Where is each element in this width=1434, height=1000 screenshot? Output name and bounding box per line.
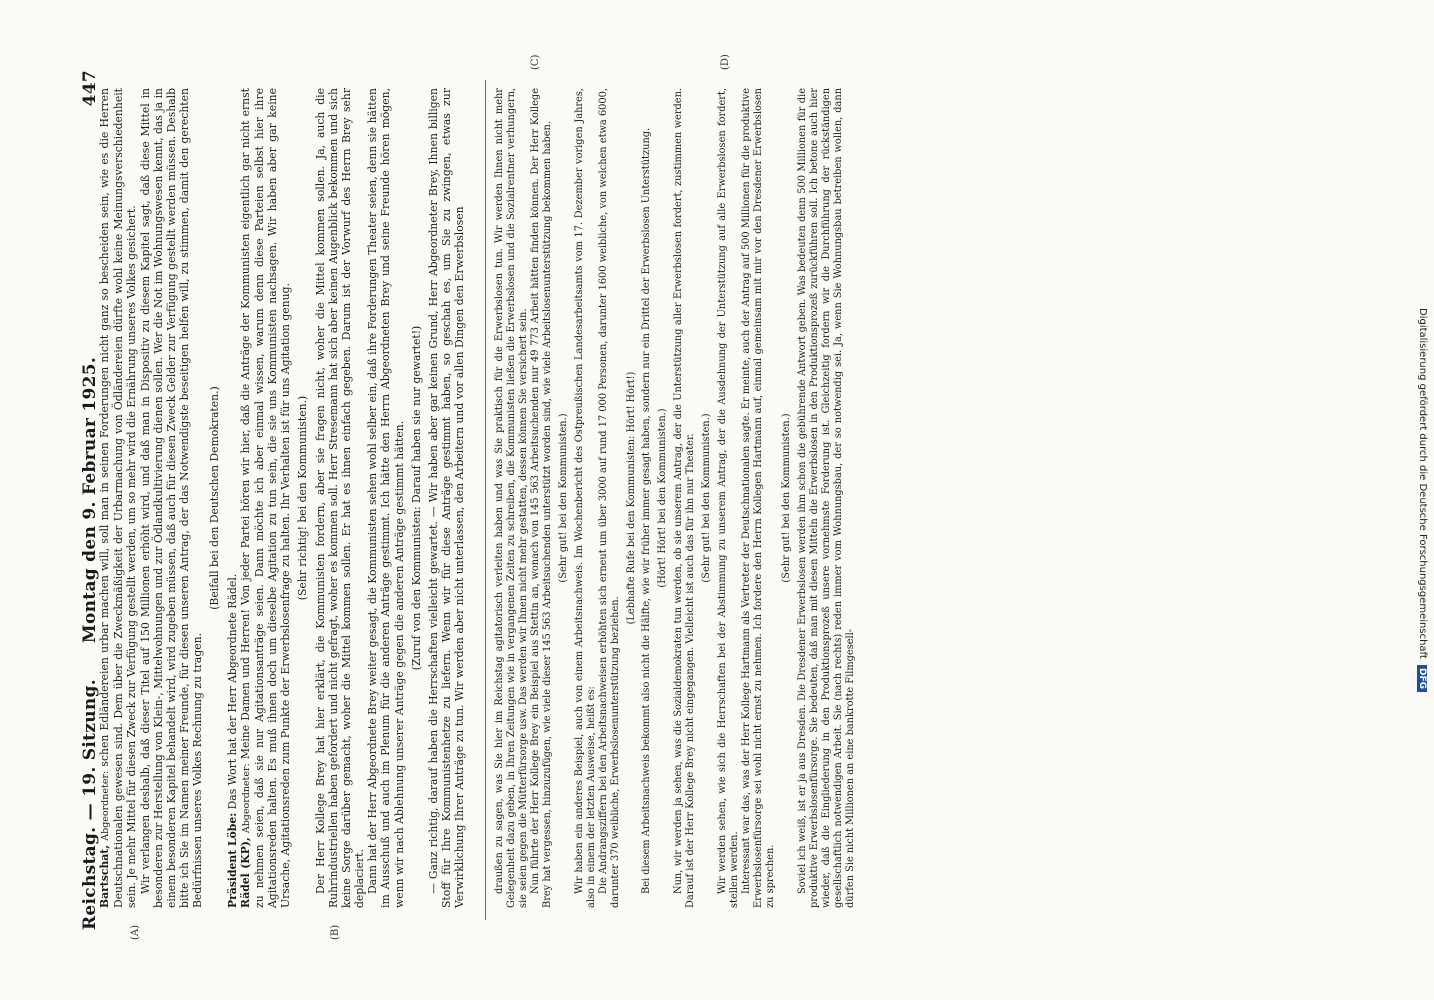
- interjection: (Zuruf von den Kommunisten: Darauf haben sie nur gewartet!): [409, 325, 423, 671]
- margin-letter-c: (C): [530, 54, 541, 70]
- paragraph-text: Interessant war das, was der Herr Kollege Hartmann als Vertreter der Deutschnationalen sagte. Er meinte, auch der Antrag auf 500 Millionen für die produktive Erwerbslosenfürsorge sei wohl nicht ernst zu nehmen. Ich fordere den Herrn Kollegen Hartmann auf, einmal gemeinsam mit mir vor den Dresdener Erwerbslosen zu sprechen.: [741, 88, 777, 908]
- paragraph: [139, 88, 205, 908]
- paragraph: [314, 88, 367, 908]
- column-divider: [485, 80, 486, 920]
- speaker-role: Abgeordneter:: [240, 763, 252, 834]
- margin-letter-d: (D): [720, 54, 731, 70]
- paragraph-text: Der Herr Kollege Brey hat hier erklärt, die Kommunisten fordern, aber sie fragen nicht, woher die Mittel kommen sollen. Ja, auch die Ruhrindustriellen haben gefordert und nicht gefragt, woher es kommen soll. Herr Stresemann hat sich aber keinen Augenblick bekommen und sich keine Sorge darüber gemacht, woher die Mittel kommen sollen. Er hat es ihnen einfach gegeben. Darum ist der Vorwurf des Herrn Brey sehr deplaciert.: [313, 88, 367, 908]
- header-date: Montag den 9. Februar 1925.: [80, 356, 100, 644]
- interjection: (Beifall bei den Deutschen Demokraten.): [208, 386, 222, 610]
- paragraph-text: Die Andrangsziffern bei den Arbeitsnachweisen erhöhten sich erneut um über 3000 auf rund 17 000 Personen, darunter 1600 weibliche, von welchen etwa 6000, darunter 370 weibliche, Erwerbslosenunterstützung beziehen.: [597, 88, 621, 908]
- column-left: [98, 88, 483, 908]
- paragraph: [530, 88, 554, 908]
- paragraph: [366, 88, 406, 908]
- paragraph: [641, 88, 653, 908]
- paragraph-text: Wir verlangen deshalb, daß dieser Titel auf 150 Millionen erhöht wird, und daß man in Dispositiv zu diesem Kapitel sagt, daß diese Mittel in besonderen zur Herstellung von Klein-, Mittelwohnungen und zur Ödlandkultivierung dienen sollen. Wer die Not im Wohnungswesen kennt, das ja in einem besonderen Kapitel behandelt wird, wird zugeben müssen, daß auch für diesen Zweck Gelder zur Verfügung gestellt werden müssen. Deshalb bitte ich Sie im Namen meiner Freunde, für diesen unseren Antrag, der das Notwendigste beseitigen helfen will, zu stimmen, damit den gerechten Bedürfnissen unseres Volkes Rechnung zu tragen.: [138, 88, 205, 908]
- interjection: (Hört! Hört! bei den Kommunisten.): [657, 408, 669, 588]
- credit-text: Digitalisierung gefördert durch die Deutsche Forschungsgemeinschaft: [1417, 307, 1428, 659]
- paragraph-text: — Ganz richtig, darauf haben die Herrschaften vielleicht gewartet. — Wir haben aber gar keinen Grund, Herr Abgeordneter Brey, Ihnen billigen Stoff für Ihre Kommunistenhetze zu liefern. Wenn wir für diese Anträge gestimmt haben, so geschah es, um Sie zu zwingen, etwas zur Verwirklichung Ihrer Anträge zu tun. Wir werden aber nicht unterlassen, den Arbeitern und vor allen Dingen den Erwerbslosen: [426, 88, 467, 908]
- paragraph-text: Bei diesem Arbeitsnachweis bekommt also nicht die Hälfte, wie wir früher immer gesagt haben, sondern nur ein Drittel der Erwerbslosen Unterstützung.: [641, 127, 653, 894]
- paragraph: [797, 88, 857, 908]
- paragraph-text: Nun führte der Herr Kollege Brey ein Beispiel aus Stettin an, wonach von 145 563 Arbeitsuchenden nur 49 773 Arbeit hätten finden können. Der Herr Kollege Brey hat vergessen, hinzuzufügen, wie viele dieser 145 563 Arbeitsuchenden unterstützt worden sind, wie viele Arbeitslosenunterstützung bekommen haben.: [529, 88, 553, 908]
- paragraph: [226, 88, 239, 908]
- speaker-name: Bartschat,: [98, 844, 111, 908]
- paragraph: [598, 88, 622, 908]
- paragraph-text: Wir haben ein anderes Beispiel, auch von einem Arbeitsnachweis. Im Wochenbericht des Ostpreußischen Landesarbeitsamts vom 17. Dezember vorigen Jahres, also in einem der letzten Ausweise, heißt es:: [573, 88, 597, 908]
- paragraph-text: draußen zu sagen, was Sie hier im Reichstag agitatorisch verleiten haben und was Sie praktisch für die Erwerbslosen tun. Wir werden Ihnen nicht mehr Gelegenheit dazu geben, in Ihren Zeitungen wie in vergangenen Zeiten zu schreiben, die Kommunisten ließen die Erwerbslosen und die Sozialrentner verhungern, sie seien gegen die Mütterfürsorge usw. Das werden wir Ihnen nicht mehr gestatten, dessen können Sie versichert sein.: [494, 88, 529, 908]
- paragraph-text: Das Wort hat der Herr Abgeordnete Rädel.: [225, 573, 239, 810]
- interjection: (Lebhafte Rufe bei den Kommunisten: Hört! Hört!): [625, 371, 637, 625]
- interjection: (Sehr gut! bei den Kommunisten.): [781, 413, 793, 583]
- speaker-role: Abgeordneter:: [100, 770, 111, 841]
- speaker-name: Rädel (KP),: [238, 837, 252, 908]
- interjection: (Sehr richtig! bei den Kommunisten.): [296, 395, 310, 601]
- paragraph: [239, 88, 293, 908]
- header-left: Reichstag. — 19. Sitzung.: [80, 679, 100, 930]
- paragraph-text: Wir werden sehen, wie sich die Herrschaften bei der Abstimmung zu unserem Antrag, der die Ausdehnung der Unterstützung auf alle Erwerbslosen fordert, stellen werden.: [717, 88, 741, 908]
- column-right: [494, 88, 864, 908]
- margin-letter-b: (B): [330, 924, 341, 940]
- paragraph: [427, 88, 467, 908]
- interjection: (Sehr gut! bei den Kommunisten.): [701, 413, 713, 583]
- paragraph: [741, 88, 777, 908]
- paragraph: [574, 88, 598, 908]
- paragraph: [673, 88, 697, 908]
- paragraph-text: Nun, wir werden ja sehen, was die Sozialdemokraten tun werden, ob sie unserem Antrag, der die Unterstützung aller Erwerbslosen fordert, zustimmen werden. Darauf ist der Herr Kollege Brey nicht eingegangen. Vielleicht ist auch das für ihn nur Theater.: [673, 88, 697, 908]
- margin-letter-a: (A): [130, 924, 141, 940]
- paragraph-text: schen Edländereien urbar machen will, soll man in seinen Forderungen nicht ganz so bescheiden sein, wie es die Herren Deutschnationalen gewesen sind. Dem über die Zweckmäßigkeit der Urbarmachung von Ödländereien dürfte wohl keine Meinungsverschiedenheit sein. Je mehr Mittel für diesen Zweck zur Verfügung gestellt werden, um so mehr wird die Ernährung unseres Volkes gesichert.: [98, 88, 139, 908]
- interjection: (Sehr gut! bei den Kommunisten.): [557, 413, 569, 583]
- digitization-credit: [1417, 10, 1428, 990]
- dfg-logo: DFG: [1417, 665, 1427, 692]
- paragraph-text: Meine Damen und Herren! Von jeder Partei hören wir hier, daß die Anträge der Kommunisten eigentlich gar nicht ernst zu nehmen seien, daß sie nur Agitationsanträge seien. Dann möchte ich aber einmal wissen, warum denn diese Parteien selbst hier ihre Agitationsreden halten. Es muß ihnen doch um dieselbe Agitation zu tun sein, die sie uns Kommunisten nachsagen. Wir haben aber gar keine Ursache, Agitationsreden zum Punkte der Erwerbslosenfrage zu halten. Ihr Verhalten ist für uns Agitation genug.: [238, 88, 293, 908]
- page-number: 447: [80, 70, 100, 107]
- paragraph: [717, 88, 741, 908]
- paragraph: [98, 88, 139, 908]
- speaker-name: Präsident Löbe:: [225, 812, 239, 908]
- paragraph-text: Soviel ich weiß, ist er ja aus Dresden. Die Dresdener Erwerbslosen werden ihm schon die gebührende Antwort geben. Was bedeuten denn 500 Millionen für die produktive Erwerbslosenfürsorge. Sie bedeuten, daß man mit diesen Mitteln die Erwerbslosen in den Produktionsprozeß zurückführen soll. Ich betone auch hier wieder, daß die Eingliederung in den Produktionsprozeß unsere vornehmste Forderung ist. Gleichzeitig fordern wir die Durchführung der rückständigen gesellschaftlich notwendigen Arbeit. Sie (nach rechts) reden immer vom Wohnungsbau, der so notwendig sei. Ja, wenn Sie Wohnungsbau betreiben wollen, dann dürfen Sie nicht Millionen an eine bankrotte Filmgesell-: [796, 88, 856, 908]
- paragraph-text: Dann hat der Herr Abgeordnete Brey weiter gesagt, die Kommunisten sehen wohl selber ein, daß ihre Forderungen Theater seien, denn sie hätten im Ausschuß und auch im Plenum für die anderen Anträge gestimmt. Ich hätte den Herrn Abgeordneten Brey und seine Freunde hören mögen, wenn wir nach Ablehnung unserer Anträge gegen die anderen Anträge gestimmt hätten.: [366, 88, 406, 908]
- paragraph: [494, 88, 530, 908]
